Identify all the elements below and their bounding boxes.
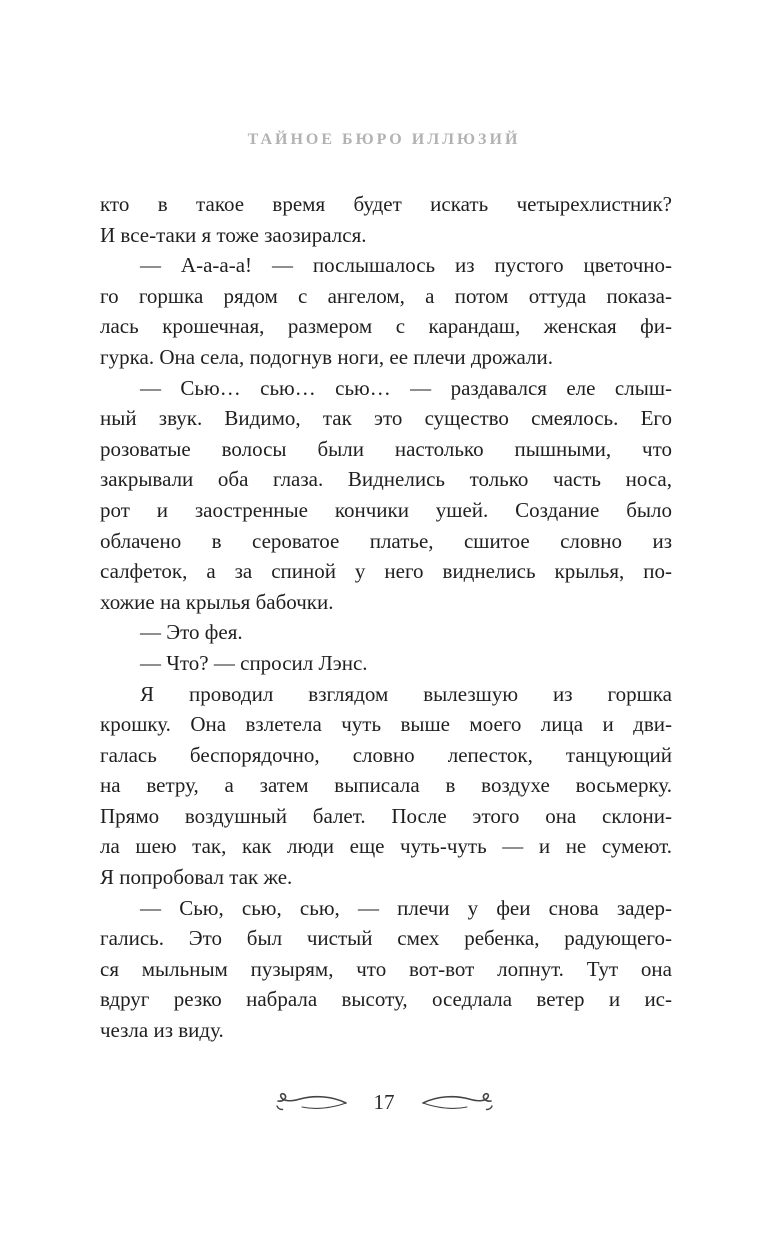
text-line: ся мыльным пузырям, что вот-вот лопнут. Тут она xyxy=(100,956,672,981)
text-line: гались. Это был чистый смех ребенка, радующего- xyxy=(100,926,672,951)
body-text xyxy=(100,189,672,1046)
text-line: ный звук. Видимо, так это существо смеялось. Его xyxy=(100,406,672,431)
text-line: ла шею так, как люди еще чуть-чуть — и не сумеют. xyxy=(100,834,672,859)
text-line: крошку. Она взлетела чуть выше моего лица и дви- xyxy=(100,712,672,737)
text-line: — Что? — спросил Лэнс. xyxy=(140,650,368,675)
text-line: — Сью, сью, сью, — плечи у феи снова задер- xyxy=(140,895,672,920)
text-line: — Сью… сью… сью… — раздавался еле слыш- xyxy=(140,375,672,400)
text-line: кто в такое время будет искать четырехлистник? xyxy=(100,192,672,216)
text-line: рот и заостренные кончики ушей. Создание было xyxy=(100,497,672,522)
text-line: салфеток, а за спиной у него виднелись крылья, по- xyxy=(100,559,672,584)
text-line: облачено в сероватое платье, сшитое словно из xyxy=(100,528,672,553)
text-line: Я попробовал так же. xyxy=(100,865,293,890)
text-line: хожие на крылья бабочки. xyxy=(100,589,334,614)
page-footer xyxy=(0,1090,768,1115)
text-line: галась беспорядочно, словно лепесток, танцующий xyxy=(100,742,672,767)
page-number: 17 xyxy=(373,1090,395,1114)
text-line: лась крошечная, размером с карандаш, женская фи- xyxy=(100,314,672,339)
text-line: вдруг резко набрала высоту, оседлала ветер и ис- xyxy=(100,987,672,1012)
text-line: го горшка рядом с ангелом, а потом оттуда показа- xyxy=(100,283,672,308)
text-line: Прямо воздушный балет. После этого она склони- xyxy=(100,803,672,828)
text-line: И все-таки я тоже заозирался. xyxy=(100,222,367,247)
text-line: гурка. Она села, подогнув ноги, ее плечи дрожали. xyxy=(100,344,554,369)
text-line: Я проводил взглядом вылезшую из горшка xyxy=(140,681,672,706)
text-line: закрывали оба глаза. Виднелись только часть носа, xyxy=(100,467,672,492)
text-line: — А-а-а-а! — послышалось из пустого цветочно- xyxy=(140,253,672,278)
flourish-left-icon xyxy=(274,1091,348,1115)
text-line: — Это фея. xyxy=(140,620,243,645)
flourish-right-icon xyxy=(421,1091,495,1115)
text-line: розоватые волосы были настолько пышными, что xyxy=(100,436,672,461)
text-line: на ветру, а затем выписала в воздухе восьмерку. xyxy=(100,773,672,798)
running-header: ТАЙНОЕ БЮРО ИЛЛЮЗИЙ xyxy=(247,131,521,148)
text-line: чезла из виду. xyxy=(100,1018,224,1043)
